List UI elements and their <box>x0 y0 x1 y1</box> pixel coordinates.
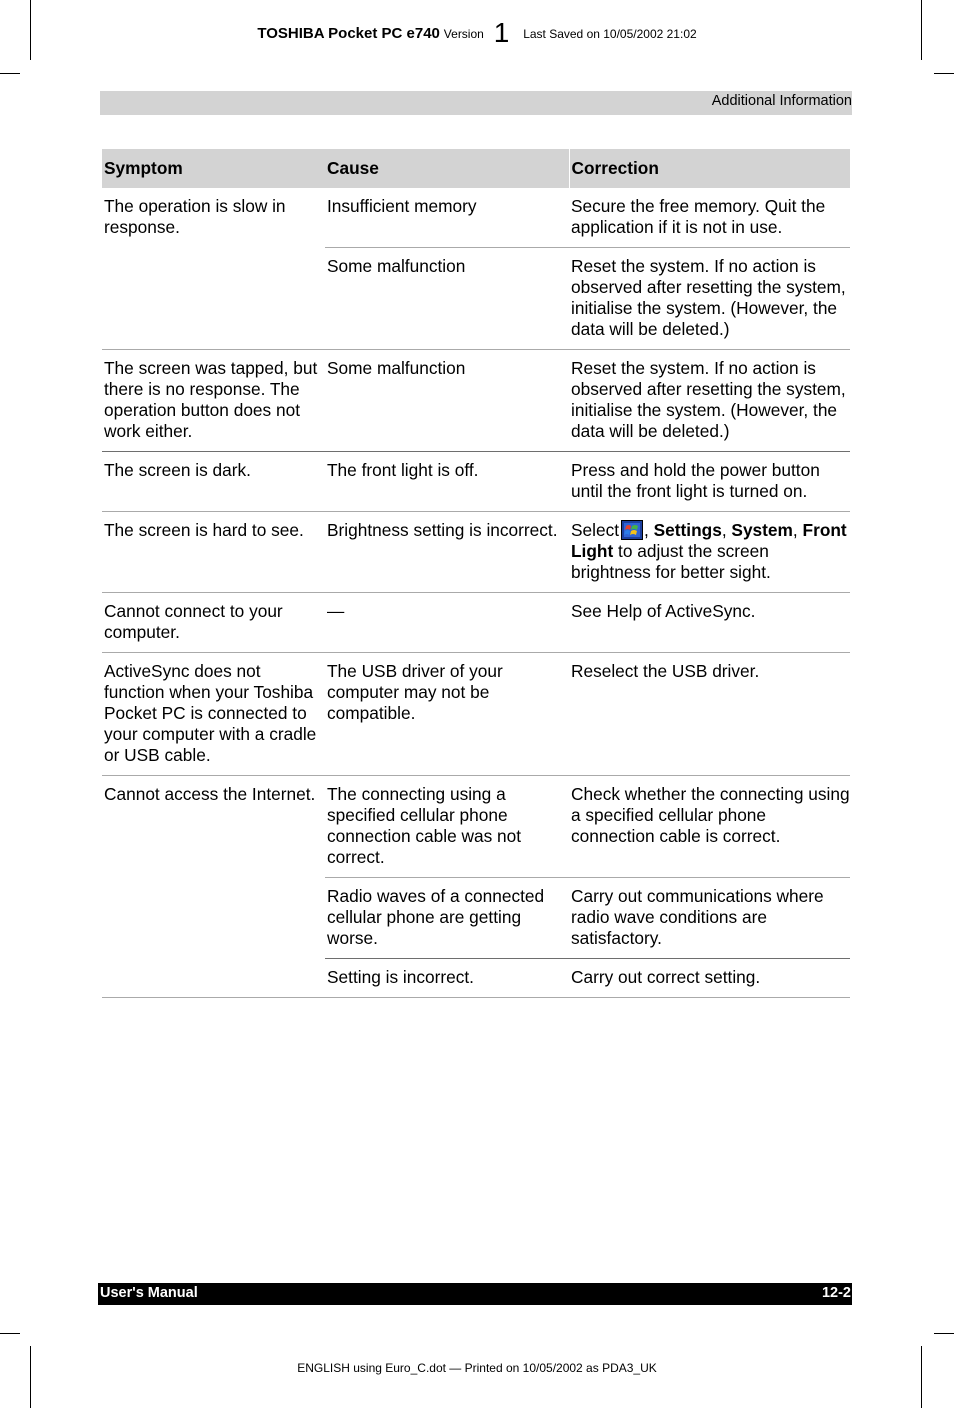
section-header-bar <box>100 91 852 115</box>
separator-text: , <box>721 520 732 540</box>
separator-text: , <box>792 520 798 540</box>
cause-cell: The connecting using a specified cellular phone connection cable was not correct. <box>325 776 569 878</box>
table-row <box>102 593 850 653</box>
symptom-cell: Cannot access the Internet. <box>102 776 325 998</box>
crop-mark <box>934 73 954 74</box>
crop-mark <box>0 1333 20 1334</box>
last-saved: Last Saved on 10/05/2002 21:02 <box>523 27 697 41</box>
separator-text: , <box>644 520 654 540</box>
print-footer: ENGLISH using Euro_C.dot — Printed on 10/05/2002 as PDA3_UK <box>297 1361 657 1375</box>
column-header-cause: Cause <box>325 149 569 188</box>
table-row <box>102 512 850 593</box>
table-row <box>102 776 850 878</box>
crop-mark <box>30 1346 31 1408</box>
crop-mark <box>0 73 20 74</box>
correction-cell <box>569 512 850 593</box>
crop-mark <box>934 1333 954 1334</box>
version-label: Version <box>443 27 484 41</box>
cause-cell: Setting is incorrect. <box>325 959 569 998</box>
select-text: Select <box>571 520 620 540</box>
cause-cell: The USB driver of your computer may not be compatible. <box>325 653 569 776</box>
troubleshooting-table <box>102 149 850 998</box>
crop-mark <box>921 1346 922 1408</box>
symptom-cell: The screen was tapped, but there is no response. The operation button does not work either. <box>102 350 325 452</box>
correction-cell: Carry out correct setting. <box>569 959 850 998</box>
footer-bar <box>98 1283 852 1305</box>
manual-title: User's Manual <box>100 1285 198 1301</box>
page-number: 12-2 <box>821 1285 851 1301</box>
table-row <box>102 452 850 512</box>
cause-cell: Some malfunction <box>325 248 569 350</box>
section-title: Additional Information <box>711 93 852 109</box>
cause-cell: The front light is off. <box>325 452 569 512</box>
symptom-cell: Cannot connect to your computer. <box>102 593 325 653</box>
symptom-cell: ActiveSync does not function when your Toshiba Pocket PC is connected to your computer with a cradle or USB cable. <box>102 653 325 776</box>
correction-cell: Reselect the USB driver. <box>569 653 850 776</box>
symptom-cell: The screen is hard to see. <box>102 512 325 593</box>
front-light-text: Front Light <box>571 520 847 561</box>
version-number: 1 <box>493 17 510 48</box>
correction-cell: Reset the system. If no action is observed after resetting the system, initialise the system. (However, the data will be deleted.) <box>569 248 850 350</box>
correction-cell: Secure the free memory. Quit the application if it is not in use. <box>569 188 850 248</box>
correction-cell: Check whether the connecting using a specified cellular phone connection cable is correct. <box>569 776 850 878</box>
column-header-correction: Correction <box>569 149 850 188</box>
cause-cell: Radio waves of a connected cellular phone are getting worse. <box>325 878 569 959</box>
correction-cell: Press and hold the power button until the front light is turned on. <box>569 452 850 512</box>
settings-text: Settings <box>653 520 722 540</box>
document-title: TOSHIBA Pocket PC e740 <box>257 25 440 42</box>
table-row <box>102 188 850 248</box>
column-header-symptom: Symptom <box>102 149 325 188</box>
correction-cell: Reset the system. If no action is observed after resetting the system, initialise the system. (However, the data will be deleted.) <box>569 350 850 452</box>
symptom-cell: The operation is slow in response. <box>102 188 325 350</box>
system-text: System <box>731 520 793 540</box>
cause-cell: — <box>325 593 569 653</box>
windows-start-icon <box>621 520 643 540</box>
table-header-row <box>102 149 850 188</box>
table-row <box>102 653 850 776</box>
cause-cell: Some malfunction <box>325 350 569 452</box>
cause-cell: Brightness setting is incorrect. <box>325 512 569 593</box>
correction-rest-text: to adjust the screen brightness for better sight. <box>571 541 771 582</box>
cause-cell: Insufficient memory <box>325 188 569 248</box>
correction-cell: See Help of ActiveSync. <box>569 593 850 653</box>
print-header <box>0 17 954 49</box>
symptom-cell: The screen is dark. <box>102 452 325 512</box>
table-row <box>102 350 850 452</box>
correction-cell: Carry out communications where radio wave conditions are satisfactory. <box>569 878 850 959</box>
